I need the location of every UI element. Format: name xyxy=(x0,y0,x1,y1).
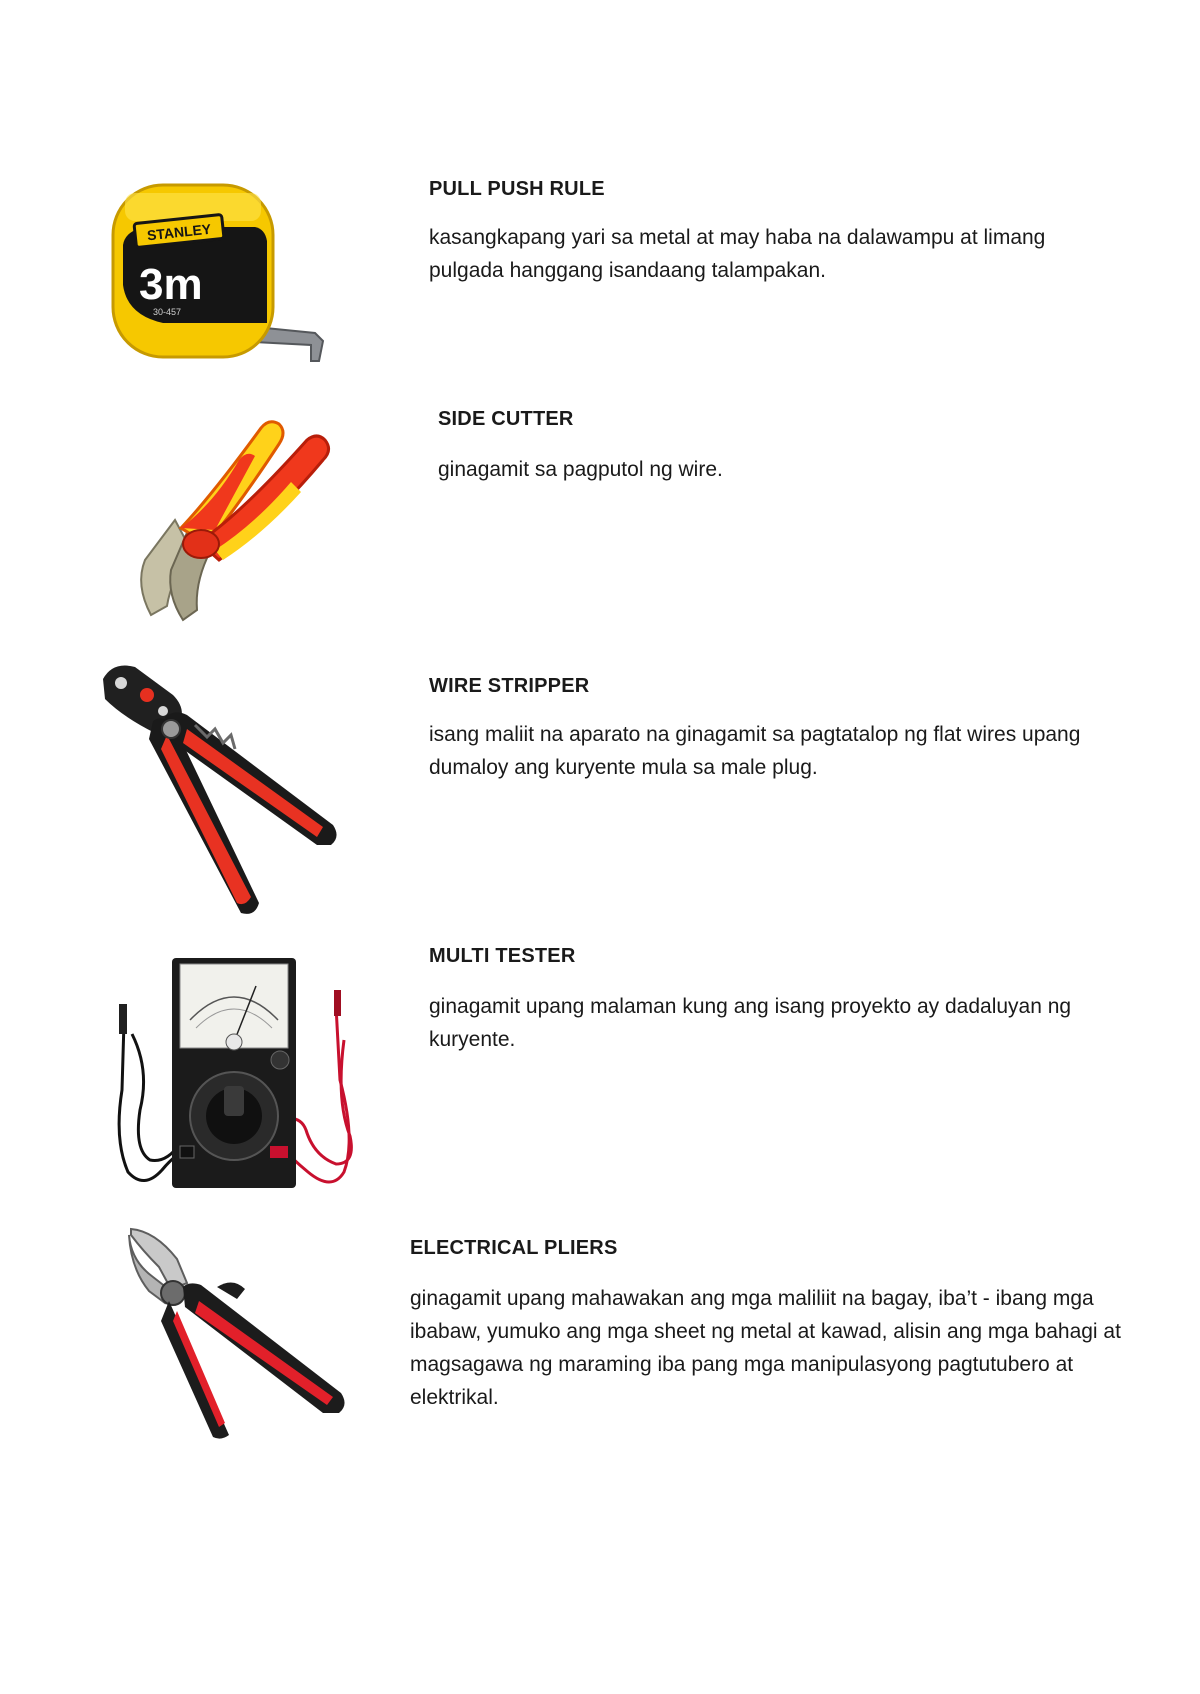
side-cutter-image xyxy=(115,410,340,635)
wire-stripper-image xyxy=(95,655,350,925)
tape-measure-image xyxy=(105,175,335,375)
wire-stripper-icon xyxy=(95,655,350,925)
tape-size-label: 3m xyxy=(139,260,203,309)
tape-measure-icon xyxy=(105,175,335,375)
multi-tester-image xyxy=(110,950,370,1200)
tool-title: ELECTRICAL PLIERS xyxy=(410,1237,618,1259)
tool-description: ginagamit sa pagputol ng wire. xyxy=(438,458,723,481)
tool-title: WIRE STRIPPER xyxy=(429,675,590,697)
electrical-pliers-image xyxy=(125,1225,355,1440)
tool-title: SIDE CUTTER xyxy=(438,408,574,430)
multimeter-icon xyxy=(110,950,370,1200)
tool-description: ginagamit upang mahawakan ang mga maliliit na bagay, iba’t - ibang mga ibabaw, yumuko ang mga sheet ng metal at kawad, alisin ang mga bahagi at magsagawa ng maraming iba pang mga manipulasyong pagtutubero at elektrikal. xyxy=(410,1287,1121,1409)
tape-brand-label: STANLEY xyxy=(146,220,212,244)
side-cutter-icon xyxy=(115,410,340,635)
tool-description: kasangkapang yari sa metal at may haba na dalawampu at limang pulgada hanggang isandaang talampakan. xyxy=(429,226,1046,282)
electrical-pliers-icon xyxy=(125,1225,355,1440)
tool-description: isang maliit na aparato na ginagamit sa pagtatalop ng flat wires upang dumaloy ang kuryente mula sa male plug. xyxy=(429,723,1081,779)
tool-title: MULTI TESTER xyxy=(429,945,576,967)
tool-title: PULL PUSH RULE xyxy=(429,178,605,200)
tape-model-label: 30-457 xyxy=(153,307,182,317)
tool-description: ginagamit upang malaman kung ang isang proyekto ay dadaluyan ng kuryente. xyxy=(429,995,1072,1051)
